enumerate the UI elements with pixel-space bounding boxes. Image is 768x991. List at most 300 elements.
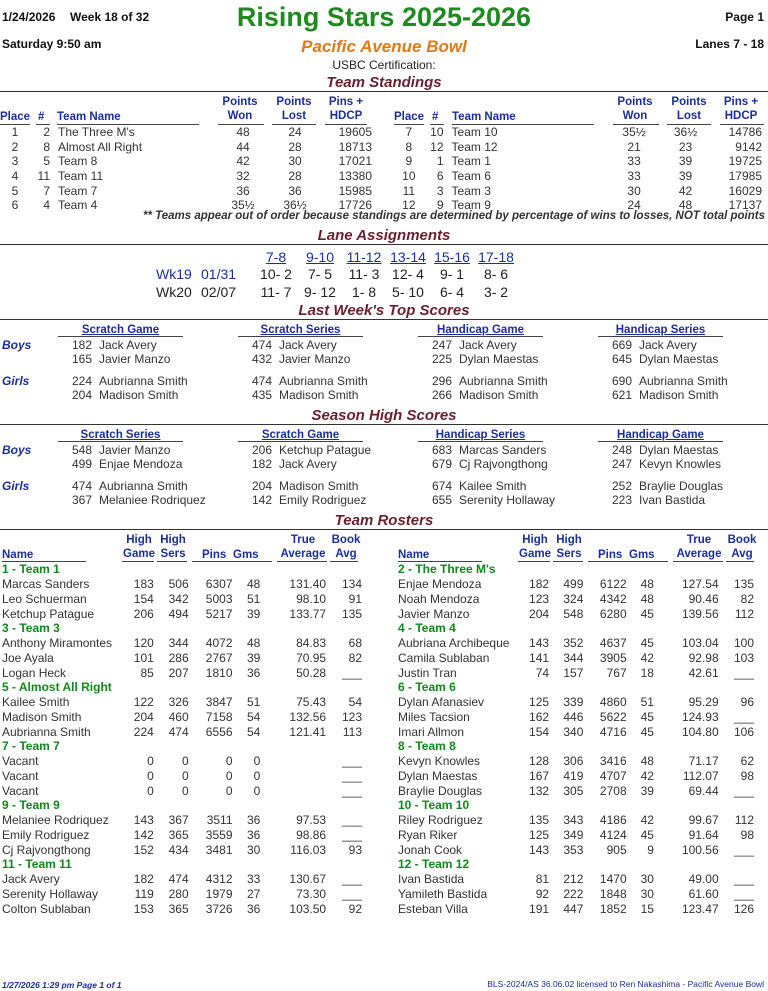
- roster-row: [398, 592, 756, 607]
- standings-place: 4: [11, 169, 19, 184]
- total-pins: 5622: [599, 709, 627, 724]
- team-group-row: [398, 680, 756, 695]
- standings-place: 8: [405, 139, 413, 154]
- player-name: Jack Avery: [2, 872, 60, 887]
- games: 39: [247, 606, 261, 621]
- team-group-name: 12 - Team 12: [398, 857, 470, 872]
- high-game: 224: [133, 724, 154, 739]
- player-name: Anthony Miramontes: [2, 636, 113, 651]
- divider: [0, 244, 768, 245]
- high-series: 474: [168, 724, 189, 739]
- high-game: 92: [535, 886, 550, 901]
- category-underline: [58, 336, 183, 337]
- pins-header: Pins + HDCP: [723, 96, 759, 122]
- roster-row: [398, 710, 756, 725]
- standings-place: 11: [402, 183, 416, 198]
- score-value: 435: [251, 388, 272, 402]
- standings-num: 11: [37, 169, 50, 184]
- games: 42: [640, 768, 654, 783]
- standings-pins: 9142: [735, 139, 762, 154]
- true-average: 127.54: [681, 577, 719, 592]
- standings-lost: 28: [288, 139, 302, 154]
- high-game: 135: [529, 813, 550, 828]
- true-average: 100.56: [681, 842, 719, 857]
- lane-matchup: 12- 4: [392, 266, 424, 282]
- book-average: 112: [734, 813, 754, 828]
- roster-column-header: [277, 533, 329, 561]
- standings-pins: 19605: [338, 125, 372, 140]
- header-bottom: Avg: [335, 548, 357, 560]
- standings-pins: 17985: [728, 169, 762, 184]
- team-group-row: [2, 562, 364, 577]
- high-game: 204: [529, 606, 550, 621]
- games: 48: [247, 636, 261, 651]
- roster-row: [398, 651, 756, 666]
- standings-team: Team 7: [58, 183, 98, 198]
- place-header: Place: [0, 111, 31, 123]
- team-group-row: [398, 857, 756, 872]
- score-value: 204: [251, 479, 272, 493]
- total-pins: 5217: [205, 606, 233, 621]
- num-header: #: [38, 111, 45, 123]
- roster-column-header: Pins: [202, 549, 227, 561]
- games: 36: [247, 901, 261, 916]
- high-game: 74: [535, 665, 550, 680]
- high-series: 352: [563, 636, 584, 651]
- standings-place: 3: [11, 154, 19, 169]
- standings-table-right: [394, 125, 768, 213]
- true-average: 92.98: [688, 650, 719, 665]
- header-top: High: [556, 534, 582, 546]
- category-underline: [418, 336, 543, 337]
- standings-team: Team 10: [451, 125, 498, 140]
- standings-won: 44: [236, 139, 250, 154]
- total-pins: 4707: [599, 768, 627, 783]
- high-game: 167: [529, 768, 550, 783]
- roster-row: [398, 842, 756, 857]
- high-series: 344: [563, 650, 584, 665]
- total-pins: 4637: [599, 636, 627, 651]
- header-top: Book: [331, 534, 361, 546]
- book-average: ___: [341, 813, 362, 828]
- team-header: Team Name: [57, 111, 121, 123]
- standings-team: Almost All Right: [58, 139, 143, 154]
- roster-row: [398, 606, 756, 621]
- header-bottom: Average: [676, 548, 722, 560]
- high-series: 344: [168, 636, 189, 651]
- score-value: 266: [431, 388, 452, 402]
- high-series: 305: [563, 783, 584, 798]
- high-series: 499: [563, 577, 584, 592]
- total-pins: 905: [606, 842, 627, 857]
- girls-label: Girls: [2, 479, 30, 493]
- bowler-name: Javier Manzo: [99, 443, 171, 457]
- score-category-header: Handicap Game: [437, 324, 524, 336]
- games: 9: [647, 842, 654, 857]
- standings-lost: 39: [678, 169, 693, 184]
- total-pins: 4124: [599, 827, 627, 842]
- high-game: 142: [133, 827, 154, 842]
- bowler-name: Jack Avery: [279, 338, 337, 352]
- player-name: Kevyn Knowles: [398, 754, 481, 769]
- high-game: 143: [133, 813, 154, 828]
- lane-week-date: 01/31: [201, 266, 237, 282]
- games: 45: [640, 827, 654, 842]
- team-group-name: 7 - Team 7: [2, 739, 60, 754]
- roster-row: [2, 577, 364, 592]
- standings-num: 10: [430, 125, 444, 140]
- standings-lost: 36½: [283, 198, 307, 213]
- games: 30: [247, 842, 261, 857]
- book-average: 100: [733, 636, 754, 651]
- high-game: 191: [529, 901, 550, 916]
- score-value: 655: [431, 493, 452, 507]
- book-average: ___: [733, 783, 754, 798]
- standings-row: [0, 183, 378, 198]
- standings-num: 9: [436, 198, 444, 213]
- score-category-header: Scratch Game: [261, 429, 340, 441]
- high-series: 212: [563, 872, 584, 887]
- games: 36: [247, 813, 261, 828]
- header-top: High: [160, 534, 186, 546]
- games: 51: [247, 591, 261, 606]
- day-time: Saturday 9:50 am: [2, 37, 102, 51]
- standings-num: 1: [436, 154, 444, 169]
- book-average: ___: [733, 709, 754, 724]
- book-average: 113: [342, 724, 362, 739]
- total-pins: 6556: [205, 724, 233, 739]
- bowler-name: Serenity Hollaway: [459, 493, 556, 507]
- standings-lost: 36: [288, 183, 302, 198]
- lane-matchup: 1- 8: [351, 284, 377, 300]
- license-info: BLS-2024/AS 36.06.02 licensed to Ren Nakashima - Pacific Avenue Bowl: [487, 979, 764, 989]
- roster-column-header: [726, 533, 758, 561]
- roster-row: [2, 606, 364, 621]
- category-underline: [418, 441, 543, 442]
- category-underline: [598, 336, 723, 337]
- bowler-name: Aubrianna Smith: [99, 479, 188, 493]
- won-header: Points Won: [617, 96, 653, 122]
- high-game: 122: [133, 695, 154, 710]
- standings-num: 6: [436, 169, 444, 184]
- score-value: 252: [611, 479, 632, 493]
- true-average: 98.86: [296, 827, 327, 842]
- high-series: 367: [168, 813, 189, 828]
- games: 51: [640, 695, 654, 710]
- book-average: 82: [740, 591, 754, 606]
- total-pins: 4186: [599, 813, 627, 828]
- standings-pins: 18713: [338, 139, 372, 154]
- roster-column-header: Pins: [598, 549, 623, 561]
- true-average: 73.30: [296, 886, 327, 901]
- team-group-row: [2, 739, 364, 754]
- player-name: Braylie Douglas: [398, 783, 483, 798]
- player-name: Dylan Maestas: [398, 768, 478, 783]
- roster-row: [398, 769, 756, 784]
- score-category-header: Handicap Game: [617, 429, 704, 441]
- score-value: 204: [71, 388, 92, 402]
- bowler-name: Aubrianna Smith: [99, 374, 188, 388]
- total-pins: 2767: [205, 650, 233, 665]
- bowler-name: Aubrianna Smith: [279, 374, 368, 388]
- book-average: 92: [348, 901, 362, 916]
- true-average: 70.95: [296, 650, 327, 665]
- roster-column-header: [330, 533, 362, 561]
- player-name: Melaniee Rodriquez: [2, 813, 109, 828]
- bowler-name: Aubrianna Smith: [639, 374, 728, 388]
- high-series: 286: [168, 650, 189, 665]
- header-bottom: Avg: [731, 548, 753, 560]
- bowler-name: Madison Smith: [279, 388, 359, 402]
- roster-row: [398, 577, 756, 592]
- roster-row: [2, 872, 364, 887]
- team-group-row: [398, 621, 756, 636]
- high-series: 280: [168, 886, 189, 901]
- book-average: ___: [341, 665, 362, 680]
- true-average: 103.04: [681, 636, 719, 651]
- player-name: Camila Sublaban: [398, 650, 490, 665]
- total-pins: 3726: [205, 901, 233, 916]
- roster-row: [2, 754, 364, 769]
- lost-header: Points Lost: [671, 96, 707, 122]
- standings-pins: 19725: [728, 154, 762, 169]
- true-average: 112.07: [682, 768, 719, 783]
- roster-row: [398, 901, 756, 916]
- book-average: ___: [733, 872, 754, 887]
- standings-place: 7: [405, 125, 413, 140]
- lane-week-label: Wk19: [156, 266, 192, 282]
- games: 36: [247, 827, 261, 842]
- player-name: Ryan Riker: [398, 827, 458, 842]
- bowler-name: Javier Manzo: [99, 352, 171, 366]
- standings-num: 2: [43, 125, 50, 140]
- score-value: 674: [431, 479, 452, 493]
- high-series: 460: [168, 709, 189, 724]
- high-game: 81: [535, 872, 550, 887]
- lane-pair-header: 11-12: [346, 249, 382, 265]
- score-value: 367: [71, 493, 92, 507]
- standings-table-left: [0, 125, 378, 213]
- category-underline: [598, 441, 723, 442]
- high-game: 125: [529, 827, 550, 842]
- total-pins: 5003: [205, 591, 233, 606]
- standings-lost: 48: [678, 198, 693, 213]
- standings-row: [394, 169, 768, 184]
- player-name: Imari Allmon: [398, 724, 465, 739]
- header-bottom: Game: [519, 548, 551, 560]
- book-average: 82: [348, 650, 362, 665]
- header-bottom: Sers: [556, 548, 582, 560]
- roster-column-header: [518, 533, 552, 561]
- player-name: Yamileth Bastida: [398, 886, 488, 901]
- standings-row: [394, 125, 768, 140]
- book-average: 123: [341, 709, 362, 724]
- standings-lost: 30: [288, 154, 302, 169]
- lane-matchup: 10- 2: [260, 266, 292, 282]
- standings-won: 24: [627, 198, 641, 213]
- standings-row: [394, 183, 768, 198]
- standings-pins: 17021: [338, 154, 372, 169]
- player-name: Vacant: [2, 768, 39, 783]
- games: 42: [640, 650, 654, 665]
- standings-team: Team 8: [58, 154, 98, 169]
- score-value: 206: [251, 443, 272, 457]
- week-indicator: Week 18 of 32: [70, 10, 150, 24]
- high-series: 0: [181, 768, 189, 783]
- roster-row: [398, 828, 756, 843]
- lane-pair-header: 13-14: [390, 249, 426, 265]
- high-game: 128: [529, 754, 550, 769]
- high-game: 154: [529, 724, 550, 739]
- standings-row: [394, 154, 768, 169]
- roster-row: [398, 783, 756, 798]
- score-value: 474: [251, 338, 272, 352]
- roster-row: [2, 636, 364, 651]
- book-average: 126: [733, 901, 754, 916]
- true-average: 123.47: [681, 901, 719, 916]
- certification: USBC Certification:: [332, 58, 436, 72]
- player-name: Serenity Hollaway: [2, 886, 99, 901]
- total-pins: 6280: [599, 606, 627, 621]
- true-average: [260, 769, 326, 784]
- score-category-header: Scratch Series: [260, 324, 341, 336]
- score-value: 474: [251, 374, 272, 388]
- bowler-name: Jack Avery: [99, 338, 157, 352]
- player-name: Javier Manzo: [398, 606, 470, 621]
- standings-won: 21: [627, 139, 641, 154]
- high-game: 182: [529, 577, 550, 592]
- roster-column-header: [157, 533, 189, 561]
- high-game: 120: [133, 636, 154, 651]
- roster-row: [2, 695, 364, 710]
- standings-place: 5: [11, 183, 19, 198]
- standings-won: 32: [236, 169, 250, 184]
- score-category-header: Scratch Series: [80, 429, 161, 441]
- true-average: 97.53: [296, 813, 327, 828]
- high-game: 143: [529, 842, 550, 857]
- book-average: 98: [740, 827, 754, 842]
- book-average: ___: [341, 754, 362, 769]
- high-game: 0: [147, 754, 154, 769]
- header-top: High: [522, 534, 548, 546]
- roster-row: [398, 665, 756, 680]
- true-average: 99.67: [688, 813, 719, 828]
- bowler-name: Jack Avery: [639, 338, 697, 352]
- true-average: 139.56: [681, 606, 719, 621]
- player-name: Dylan Afanasiev: [398, 695, 485, 710]
- pins-header: Pins + HDCP: [328, 96, 364, 122]
- standings-num: 7: [43, 183, 50, 198]
- games: 54: [247, 724, 261, 739]
- standings-team: Team 6: [451, 169, 491, 184]
- total-pins: 4860: [599, 695, 627, 710]
- page-number: Page 1: [725, 10, 764, 24]
- true-average: 131.40: [289, 577, 327, 592]
- place-header: Place: [394, 111, 425, 123]
- divider: [0, 319, 768, 320]
- roster-row: [2, 769, 364, 784]
- roster-row: [398, 813, 756, 828]
- total-pins: 1848: [599, 886, 627, 901]
- standings-lost: 39: [678, 154, 693, 169]
- standings-team: Team 3: [451, 183, 491, 198]
- book-average: ___: [733, 886, 754, 901]
- bowler-name: Madison Smith: [279, 479, 359, 493]
- player-name: Noah Mendoza: [398, 591, 480, 606]
- total-pins: 4716: [599, 724, 627, 739]
- header-bottom: Game: [123, 548, 155, 560]
- standings-place: 6: [11, 198, 19, 213]
- games: 39: [247, 650, 261, 665]
- standings-note: ** Teams appear out of order because standings are determined by percentage of wins to losses, NOT total points: [143, 210, 765, 222]
- book-average: ___: [341, 872, 362, 887]
- total-pins: 4312: [205, 872, 233, 887]
- roster-row: [2, 842, 364, 857]
- total-pins: 6307: [205, 577, 233, 592]
- games: 48: [640, 577, 654, 592]
- high-series: 349: [563, 827, 584, 842]
- lane-matchup: 11- 7: [260, 284, 292, 300]
- true-average: 84.83: [296, 636, 327, 651]
- standings-lost: 24: [288, 125, 302, 140]
- book-average: 134: [341, 577, 362, 592]
- roster-column-header: [122, 533, 156, 561]
- score-value: 247: [611, 457, 632, 471]
- high-game: 206: [133, 606, 154, 621]
- games: 42: [640, 813, 654, 828]
- book-average: 93: [348, 842, 362, 857]
- standings-place: 12: [402, 198, 416, 213]
- player-name: Colton Sublaban: [2, 901, 91, 916]
- high-game: 182: [133, 872, 154, 887]
- print-timestamp: 1/27/2026 1:29 pm Page 1 of 1: [2, 980, 122, 990]
- header-bottom: Sers: [160, 548, 186, 560]
- total-pins: 0: [225, 754, 233, 769]
- roster-column-header: [553, 533, 585, 561]
- total-pins: 3416: [599, 754, 627, 769]
- high-series: 339: [563, 695, 584, 710]
- score-value: 679: [431, 457, 452, 471]
- total-pins: 767: [606, 665, 627, 680]
- league-title: Rising Stars 2025-2026: [236, 2, 532, 32]
- score-value: 223: [611, 493, 632, 507]
- book-average: 135: [341, 606, 362, 621]
- standings-place: 1: [11, 125, 19, 140]
- total-pins: 6122: [599, 577, 627, 592]
- standings-team: Team 11: [58, 169, 104, 184]
- games: 0: [253, 768, 261, 783]
- score-value: 499: [71, 457, 92, 471]
- team-group-row: [398, 798, 756, 813]
- lane-week-label: Wk20: [156, 284, 192, 300]
- standings-place: 10: [402, 169, 416, 184]
- bowler-name: Enjae Mendoza: [99, 457, 183, 471]
- book-average: 112: [734, 606, 754, 621]
- high-game: 162: [529, 709, 550, 724]
- score-value: 225: [431, 352, 452, 366]
- roster-row: [2, 724, 364, 739]
- high-series: 207: [168, 665, 189, 680]
- standings-team: Team 4: [58, 198, 98, 213]
- high-series: 447: [563, 901, 584, 916]
- high-game: 141: [529, 650, 550, 665]
- player-name: Marcas Sanders: [2, 577, 90, 592]
- games: 39: [640, 783, 654, 798]
- true-average: 42.61: [688, 665, 719, 680]
- total-pins: 4342: [599, 591, 627, 606]
- high-game: 154: [133, 591, 154, 606]
- team-group-name: 1 - Team 1: [2, 562, 60, 577]
